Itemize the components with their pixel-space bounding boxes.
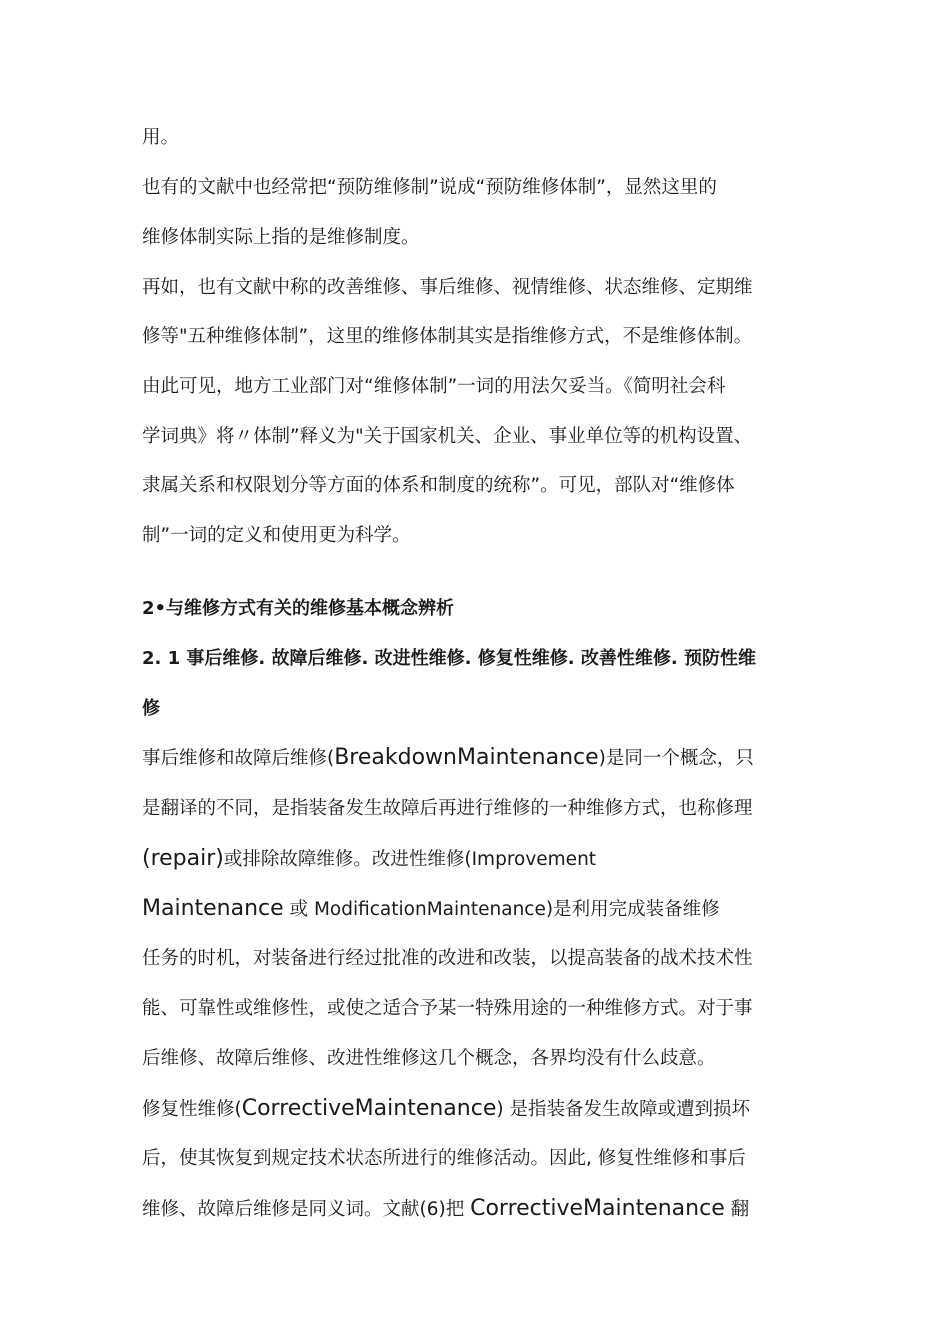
subsection-heading-continued: 修	[142, 698, 160, 719]
paragraph-line: 维修体制实际上指的是维修制度。	[142, 227, 420, 248]
paragraph-line: 用。	[142, 127, 180, 148]
paragraph-line: 学词典》将〃体制”释义为"关于国家机关、企业、事业单位等的机构设置、	[142, 426, 753, 447]
body-line: 维修、故障后维修是同义词。文献(6)把 CorrectiveMaintenance 翻	[142, 1196, 750, 1221]
section-heading: 2•与维修方式有关的维修基本概念辨析	[142, 598, 455, 619]
paragraph-line: 修等"五种维修体制”，这里的维修体制其实是指维修方式，不是维修体制。	[142, 326, 753, 347]
body-line: 修复性维修(CorrectiveMaintenance) 是指装备发生故障或遭到损坏	[142, 1096, 750, 1121]
subsection-heading: 2. 1 事后维修. 故障后维修. 改进性维修. 修复性维修. 改善性维修. 预防性维	[142, 648, 756, 669]
body-line: Maintenance 或 ModificationMaintenance)是利用完成装备维修	[142, 896, 720, 921]
paragraph-line: 也有的文献中也经常把“预防维修制”说成“预防维修体制”，显然这里的	[142, 177, 717, 198]
body-line: 是翻译的不同，是指装备发生故障后再进行维修的一种维修方式，也称修理	[142, 798, 753, 819]
paragraph-line: 制”一词的定义和使用更为科学。	[142, 525, 411, 546]
body-line: (repair)或排除故障维修。改进性维修(Improvement	[142, 846, 597, 871]
body-line: 后，使其恢复到规定技术状态所进行的维修活动。因此, 修复性维修和事后	[142, 1148, 746, 1169]
body-line: 能、可靠性或维修性，或使之适合予某一特殊用途的一种维修方式。对于事	[142, 998, 753, 1019]
body-line: 任务的时机，对装备进行经过批准的改进和改装，以提高装备的战术技术性	[142, 948, 753, 969]
body-line: 后维修、故障后维修、改进性维修这几个概念，各界均没有什么歧意。	[142, 1048, 716, 1069]
paragraph-line: 再如，也有文献中称的改善维修、事后维修、视情维修、状态维修、定期维	[142, 277, 753, 298]
paragraph-line: 隶属关系和权限划分等方面的体系和制度的统称”。可见，部队对“维修体	[142, 475, 735, 496]
paragraph-line: 由此可见，地方工业部门对“维修体制”一词的用法欠妥当。《简明社会科	[142, 376, 726, 397]
body-line: 事后维修和故障后维修(BreakdownMaintenance)是同一个概念，只	[142, 745, 754, 770]
